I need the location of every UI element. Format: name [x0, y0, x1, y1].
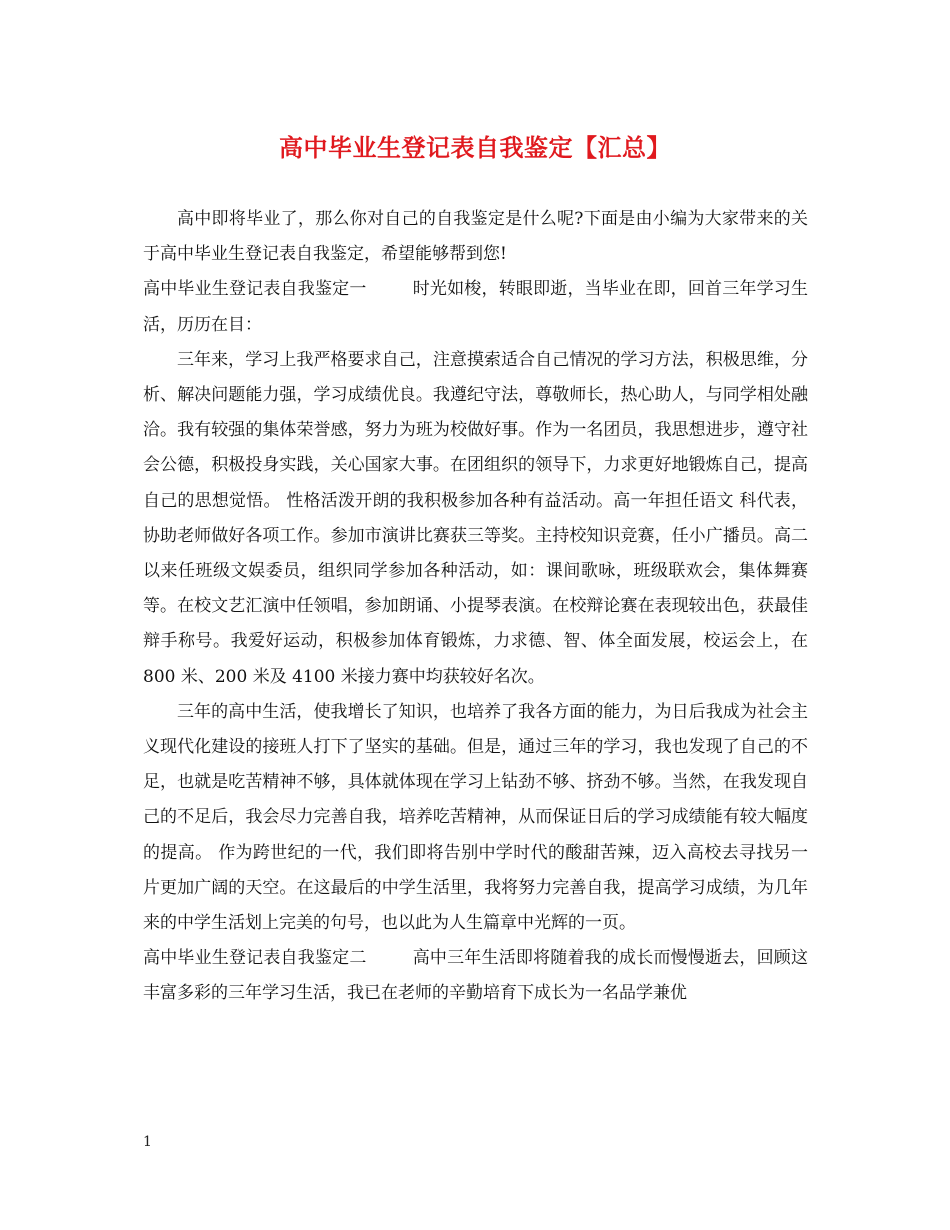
document-body [143, 202, 808, 1012]
section-heading-one: 高中毕业生登记表自我鉴定一 [143, 279, 367, 300]
paragraph-reflection: 三年的高中生活，使我增长了知识，也培养了我各方面的能力，为日后我成为社会主义现代化建设的接班人打下了坚实的基础。但是，通过三年的学习，我也发现了自己的不足，也就是吃苦精神不够，具体就体现在学习上钻劲不够、挤劲不够。当然，在我发现自己的不足后，我会尽力完善自我，培养吃苦精神，从而保证日后的学习成绩能有较大幅度的提高。 作为跨世纪的一代，我们即将告别中学时代的酸甜苦辣，迈入高校去寻找另一片更加广阔的天空。在这最后的中学生活里，我将努力完善自我，提高学习成绩，为几年来的中学生活划上完美的句号，也以此为人生篇章中光辉的一页。 [143, 701, 808, 934]
document-title: 高中毕业生登记表自我鉴定【汇总】 [279, 133, 671, 162]
section-one-lead: 时光如梭，转眼即逝，当毕业在即，回首三年学习生活，历历在目： [143, 279, 809, 335]
paragraph-intro: 高中即将毕业了，那么你对自己的自我鉴定是什么呢?下面是由小编为大家带来的关于高中毕业生登记表自我鉴定，希望能够帮到您! [143, 209, 808, 265]
paragraph-study-life: 三年来，学习上我严格要求自己，注意摸索适合自己情况的学习方法，积极思维，分析、解决问题能力强，学习成绩优良。我遵纪守法，尊敬师长，热心助人，与同学相处融洽。我有较强的集体荣誉感，努力为班为校做好事。作为一名团员，我思想进步，遵守社会公德，积极投身实践，关心国家大事。在团组织的领导下，力求更好地锻炼自己，提高自己的思想觉悟。 性格活泼开朗的我积极参加各种有益活动。高一年担任语文 科代表，协助老师做好各项工作。参加市演讲比赛获三等奖。主持校知识竞赛，任小广播员。高二以来任班级文娱委员，组织同学参加各种活动，如：课间歌咏，班级联欢会，集体舞赛等。在校文艺汇演中任领唱，参加朗诵、小提琴表演。在校辩论赛在表现较出色，获最佳辩手称号。我爱好运动，积极参加体育锻炼，力求德、智、体全面发展，校运会上，在 800 米、200 米及 4100 米接力赛中均获较好名次。 [143, 349, 808, 687]
paragraph-section-two [143, 941, 808, 1011]
section-two-lead: 高中三年生活即将随着我的成长而慢慢逝去，回顾这丰富多彩的三年学习生活，我已在老师的辛勤培育下成长为一名品学兼优 [143, 948, 809, 1004]
page-number: 1 [143, 1134, 152, 1150]
paragraph-section-one [143, 272, 808, 342]
section-heading-two: 高中毕业生登记表自我鉴定二 [143, 948, 367, 969]
